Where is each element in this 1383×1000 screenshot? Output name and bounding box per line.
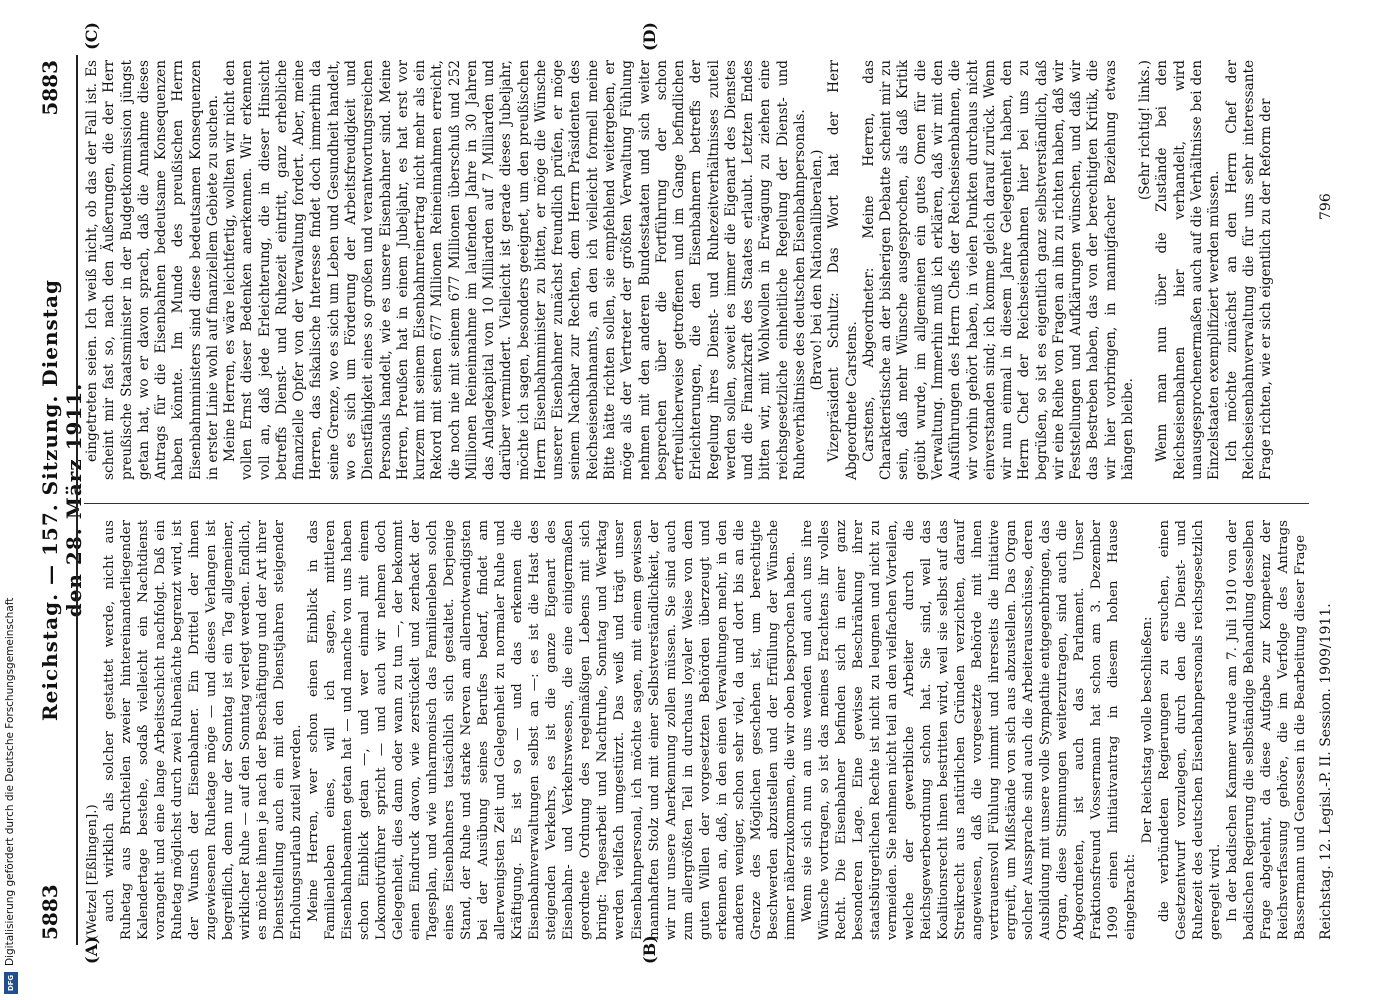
left-text-column xyxy=(84,520,1309,940)
column-divider xyxy=(84,503,1309,504)
dfg-logo xyxy=(4,972,18,994)
dfg-logo-text: DFG xyxy=(7,974,15,992)
margin-mark-a: (A) xyxy=(82,936,101,964)
footer-page-number: 796 xyxy=(1318,193,1334,220)
page-number-left: 5883 xyxy=(38,884,62,940)
paragraph: (Wetzel [Eßlingen].) xyxy=(85,804,100,940)
right-text-column xyxy=(84,60,1275,480)
paragraph: (Sehr richtig! links.) xyxy=(1137,60,1154,201)
paragraph: Vizepräsident Schultz: Das Wort hat der Herr Abgeordnete Carstens. xyxy=(826,60,860,480)
running-header: Reichstag. — 157. Sitzung. Dienstag den 28. März 1911. xyxy=(38,279,86,721)
margin-mark-b: (B) xyxy=(640,935,659,964)
header-rule xyxy=(76,55,78,945)
paragraph: Wenn man nun über die Zustände bei den Reichseisenbahnen hier verhandelt, wird unausgesprochenermaßen auch auf die Verhältnisse bei den Einzelstaaten exemplifiziert werden müssen. xyxy=(1154,60,1223,480)
paragraph: Meine Herren, es wäre leichtfertig, wollten wir nicht den vollen Ernst dieser Bedenken anerkennen. Wir erkennen voll an, daß jede Erleichterung, die in dieser Hinsicht betreffs Dienst- und Ruhezeit eintritt, ganz erhebliche finanzielle Opfer von der Verwaltung fordert. Aber, meine Herren, das fiskalische Interesse findet doch immerhin da seine Grenze, wo es sich um Leben und Gesundheit handelt, wo es sich um Förderung der Arbeitsfreudigkeit und Dienstfähigkeit eines so großen und verantwortungsreichen Personals handelt, wie es unsere Eisenbahner sind. Meine Herren, Preußen hat in einem Jubeljahr, es hat erst vor kurzem mit seinem Eisenbahnreinertrag nicht mehr als ein Rekord mit seinen 677 Millionen Reineinnahmen erreicht, die noch nie mit seinem 677 Millionen überschuß und 252 Millionen Reineinnahme im laufenden Jahre in 30 Jahren das Anlagekapital von 10 Milliarden auf 7 Milliarden und darüber vermindert. Vielleicht ist gerade dieses Jubeljahr, möchte ich sagen, besonders geeignet, um den preußischen Herrn Eisenbahnminister zu bitten, er möge die Wünsche unserer Eisenbahner zunächst freundlich prüfen, er möge seinem Nachbar zur Rechten, dem Herrn Präsidenten des Reichseisenbahnamts, an den ich vielleicht formell meine Bitte hätte richten sollen, sie empfehlend weitergeben, er möge als der Vertreter der größten Verwaltung Fühlung nehmen mit den anderen Bundesstaaten und sich weiter besprechen über die Fortführung der schon erfreulicherweise getroffenen und im Gange befindlichen Erleichterungen, die den Eisenbahnern betreffs der Regelung ihres Dienst- und Ruhezeitverhältnisses zuteil werden sollen, soweit es immer die Eigenart des Dienstes und die Finanzkraft des Staates erlaubt. Letzten Endes bitten wir, mit Wohlwollen in Erwägung zu ziehen eine reichsgesetzliche einheitliche Regelung der Dienst- und Ruheverhältnisse des deutschen Eisenbahnpersonals. xyxy=(222,60,808,480)
footer-publication: Reichstag. 12. Legisl.-P. II. Session. 1909/1911. xyxy=(1318,603,1334,940)
paragraph: In der badischen Kammer wurde am 7. Juli 1910 von der badischen Regierung die selbständige Behandlung desselben Frage abgelehnt, da diese Aufgabe zur Kompetenz der Reichsverfassung gehöre, die im Verfolge des Antrags Bassermann und Genossen in die Bearbeitung dieser Frage xyxy=(1225,520,1309,940)
paragraph: Meine Herren, wer schon einen Einblick in das Familienleben eines, will ich sagen, mittleren Eisenbahnbeamten getan hat — und manche von uns haben schon Einblick getan —, und wer einmal mit einem Lokomotivführer spricht — und auch wir nehmen doch Gelegenheit, dies dann oder wann zu tun —, der bekommt einen Eindruck davon, wie zerstückelt und zerhackt der Tagesplan, und wie unharmonisch das Familienleben solch eines Eisenbahners tatsächlich sich gestaltet. Derjenige Stand, der Ruhe und starke Nerven am allernotwendigsten bei der Ausübung seines Berufes bedarf, findet am allerwenigsten Zeit und Gelegenheit zu normaler Ruhe und Kräftigung. Es ist so — und das erkennen die Eisenbahnverwaltungen selbst an —: es ist die Hast des steigenden Verkehrs, es ist die ganze Eigenart des Eisenbahn- und Verkehrswesens, die eine einigermaßen geordnete Ordnung des regelmäßigen Lebens mit sich bringt: Tagesarbeit und Nachtruhe, Sonntag und Werktag werden vielfach umgestürzt. Das weiß und trägt unser Eisenbahnpersonal, ich möchte sagen, mit einem gewissen mannhaften Stolz und mit einer Selbstverständlichkeit, der wir nur unsere Anerkennung zollen müssen. Sie sind auch zum allergrößten Teil in durchaus loyaler Weise von dem guten Willen der vorgesetzten Behörden überzeugt und erkennen an, daß, in den einen Verwaltungen mehr, in den anderen weniger, schon sehr viel, da und dort bis an die Grenze des Möglichen geschehen ist, um berechtigte Beschwerden abzustellen und der Erfüllung der Wünsche immer näherzukommen, die wir oben besprochen haben. xyxy=(306,520,798,940)
paragraph: (Bravo! bei den Nationalliberalen.) xyxy=(809,149,826,391)
credit-text: Digitalisierung gefördert durch die Deutsche Forschungsgemeinschaft xyxy=(4,597,16,966)
paragraph: auch wirklich als solcher gestattet werde, nicht aus Ruhetag aus Bruchteilen zweier hintereinanderliegender Kalendertage bestehe, sodaß vielleicht ein Nachtdienst vorangeht und eine lange Arbeitsschicht nachfolgt. Daß ein Ruhetag möglichst durch zwei Ruhenächte begrenzt wird, ist der Wunsch der Eisenbahner. Ein Drittel der ihnen zugewiesenen Ruhetage möge — und dieses Verlangen ist begreiflich, denn nur der Sonntag ist ein Tag allgemeiner, wirklicher Ruhe — auf den Sonntag verlegt werden. Endlich, es möchte ihnen je nach der Beschäftigung und der Art ihrer Dienststellung auch ein mit den Dienstjahren steigender Erholungsurlaub zuteil werden. xyxy=(102,520,305,940)
digitization-credit xyxy=(2,597,20,996)
margin-mark-d: (D) xyxy=(640,22,659,52)
paragraph: Carstens, Abgeordneter: Meine Herren, das Charakteristische an der bisherigen Debatte scheint mir zu sein, daß mehr Wünsche ausgesprochen, als daß Kritik geübt wurde, im allgemeinen ein gutes Omen für die Verwaltung. Immerhin muß ich erklären, daß wir mit den Ausführungen des Herrn Chefs der Reichseisenbahnen, die wir vorhin gehört haben, in vielen Punkten durchaus nicht einverstanden sind; ich komme gleich darauf zurück. Wenn wir nun einmal in diesem Jahre Gelegenheit haben, den Herrn Chef der Reichseisenbahnen hier bei uns zu begrüßen, so ist es eigentlich ganz selbstverständlich, daß wir eine Reihe von Fragen an ihn zu richten haben, daß wir Feststellungen und Aufklärungen wünschen, und daß wir das Bestreben haben, das von der berechtigten Kritik, die wir hier vorbringen, in mannigfacher Beziehung etwas hängen bleibe. xyxy=(860,60,1136,480)
paragraph: Der Reichstag wolle beschließen: xyxy=(1139,616,1155,844)
paragraph: die verbündeten Regierungen zu ersuchen, einen Gesetzentwurf vorzulegen, durch den die Dienst- und Ruhezeit des deutschen Eisenbahnpersonals reichsgesetzlich geregelt wird. xyxy=(1156,520,1224,940)
paragraph: Wenn sie sich nun an uns wenden und auch uns ihre Wünsche vortragen, so ist das meines Erachtens ihr volles Recht. Die Eisenbahner befinden sich in einer ganz besonderen Lage. Eine gewisse Beschränkung ihrer staatsbürgerlichen Rechte ist nicht zu leugnen und nicht zu vermeiden. Sie nehmen nicht teil an den vielfachen Vorteilen, welche der gewerbliche Arbeiter durch die Reichsgewerbeordnung schon hat. Sie sind, weil das Koalitionsrecht ihnen bestritten wird, weil sie selbst auf das Streikrecht aus natürlichen Gründen verzichten, darauf angewiesen, daß die vorgesetzte Behörde mit ihnen vertrauensvoll Fühlung nimmt und ihrerseits die Initiative ergreift, um Mißstände von sich aus abzustellen. Das Organ solcher Aussprache sind auch die Arbeiterausschüsse, deren Ausbildung mit unsere volle Sympathie entgegenbringen, das Organ, diese Stimmungen weiterzutragen, sind auch die Abgeordneten, ist auch das Parlament. Unser Fraktionsfreund Vossermann hat schon am 3. Dezember 1909 einen Initiativantrag in diesem hohen Hause eingebracht: xyxy=(799,520,1138,940)
margin-mark-c: (C) xyxy=(82,22,101,50)
page-number-right: 5883 xyxy=(38,60,62,116)
paragraph: Ich möchte zunächst an den Herrn Chef der Reichseisenbahnverwaltung die für uns sehr interessante Frage richten, wie er sich eigentlich zu der Reform der xyxy=(1223,60,1275,480)
paragraph: eingetreten seien. Ich weiß nicht, ob das der Fall ist. Es scheint mir fast so, nach den Äußerungen, die der Herr preußische Staatsminister in der Budgetkommission jüngst getan hat, wo er davon sprach, daß die Annahme dieses Antrags für die Eisenbahnen bedeutsame Konsequenzen haben könnte. Im Munde des preußischen Herrn Eisenbahnministers sind diese bedeutsamen Konsequenzen in erster Linie wohl auf finanziellem Gebiete zu suchen. xyxy=(84,60,221,480)
